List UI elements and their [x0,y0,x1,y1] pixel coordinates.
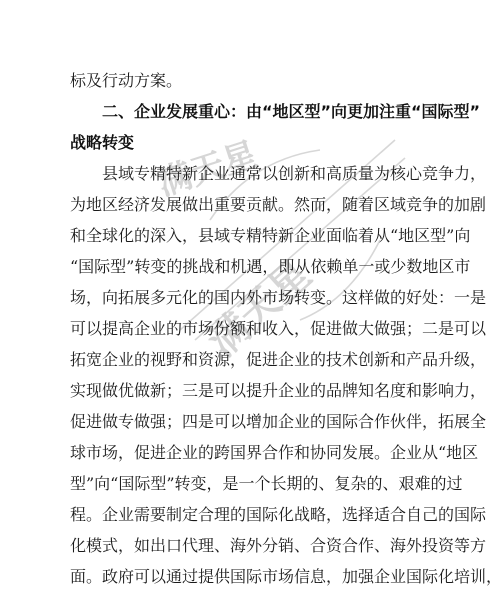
paragraph-line: 拓宽企业的视野和资源，促进企业的技术创新和产品升级， [70,350,487,369]
paragraph-line: 可以提高企业的市场份额和收入，促进做大做强；二是可以 [70,319,487,338]
paragraph-line: 和全球化的深入，县域专精特新企业面临着从“地区型”向 [70,226,471,245]
svg-text:满天星: 满天星 [152,134,263,205]
paragraph-line: 场，向拓展多元化的国内外市场转变。这样做的好处：一是 [70,288,487,307]
section-heading-line1: 二、企业发展重心：由“地区型”向更加注重“国际型” [102,102,481,121]
paragraph-line: “国际型”转变的挑战和机遇，即从依赖单一或少数地区市 [70,257,471,276]
paragraph-line: 促进做专做强；四是可以增加企业的国际合作伙伴，拓展全 [70,412,487,431]
paragraph-line: 程。企业需要制定合理的国际化战略，选择适合自己的国际 [70,505,487,524]
paragraph-line: 实现做优做新；三是可以提升企业的品牌知名度和影响力， [70,381,487,400]
section-heading-line2: 战略转变 [70,133,135,152]
paragraph-line: 球市场，促进企业的跨国界合作和协同发展。企业从“地区 [70,443,479,462]
top-line: 标及行动方案。 [70,71,183,90]
paragraph-line: 型”向“国际型”转变，是一个长期的、复杂的、艰难的过 [70,474,463,493]
paragraph-line: 县域专精特新企业通常以创新和高质量为核心竞争力， [102,164,487,183]
paragraph-line: 化模式，如出口代理、海外分销、合资合作、海外投资等方 [70,536,487,555]
paragraph-line: 面。政府可以通过提供国际市场信息，加强企业国际化培训， [70,567,502,586]
paragraph-line: 为地区经济发展做出重要贡献。然而，随着区域竞争的加剧 [70,195,487,214]
svg-text:满天星: 满天星 [199,251,320,366]
